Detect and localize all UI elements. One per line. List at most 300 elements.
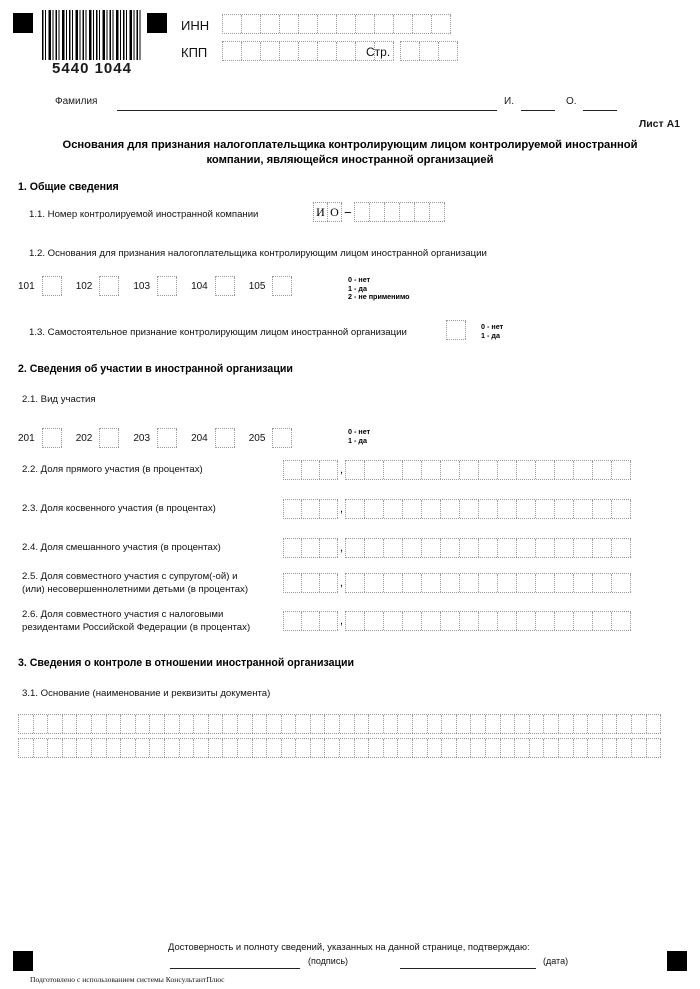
input-cell[interactable] (612, 539, 631, 557)
input-cell[interactable] (517, 612, 536, 630)
input-cell[interactable] (302, 500, 320, 518)
input-cell[interactable] (253, 739, 268, 757)
input-cell[interactable] (43, 429, 62, 447)
input-cell[interactable] (284, 574, 302, 592)
input-cell[interactable] (34, 739, 49, 757)
cell-group[interactable] (283, 611, 338, 631)
section-1-heading: 1. Общие сведения (18, 181, 119, 193)
input-cell[interactable] (346, 461, 365, 479)
field-2-3-input[interactable] (283, 499, 631, 519)
input-cell[interactable] (415, 203, 430, 221)
input-cell[interactable] (517, 461, 536, 479)
cell-group[interactable] (354, 202, 445, 222)
input-cell[interactable] (403, 539, 422, 557)
cell-group[interactable] (283, 499, 338, 519)
input-cell[interactable] (284, 539, 302, 557)
input-cell[interactable] (555, 500, 574, 518)
code-label-204: 204 (191, 432, 208, 444)
input-cell[interactable] (574, 539, 593, 557)
input-cell[interactable] (19, 715, 34, 733)
input-cell[interactable] (593, 461, 612, 479)
input-cell[interactable] (574, 715, 589, 733)
cell-group[interactable] (215, 276, 235, 296)
input-cell[interactable] (136, 739, 151, 757)
field-2-1-codes[interactable] (18, 428, 292, 448)
input-cell[interactable] (375, 15, 394, 33)
input-cell[interactable] (603, 715, 618, 733)
input-cell[interactable] (238, 739, 253, 757)
input-cell[interactable] (559, 739, 574, 757)
page-number-input[interactable] (400, 41, 458, 61)
input-cell[interactable] (574, 500, 593, 518)
input-cell[interactable] (320, 461, 338, 479)
input-cell[interactable] (536, 461, 555, 479)
input-cell[interactable] (593, 500, 612, 518)
input-cell[interactable] (413, 15, 432, 33)
input-cell[interactable] (394, 15, 413, 33)
input-cell[interactable] (430, 203, 445, 221)
form-title (46, 138, 654, 168)
cell-group[interactable] (345, 499, 631, 519)
input-cell[interactable] (365, 500, 384, 518)
input-cell[interactable] (515, 715, 530, 733)
input-cell[interactable] (632, 715, 647, 733)
input-cell[interactable] (612, 612, 631, 630)
cell-group[interactable] (283, 573, 338, 593)
input-cell[interactable] (536, 612, 555, 630)
input-cell[interactable] (420, 42, 439, 60)
input-cell[interactable] (365, 612, 384, 630)
input-cell[interactable] (63, 739, 78, 757)
input-cell[interactable] (48, 715, 63, 733)
input-cell[interactable] (574, 739, 589, 757)
input-cell[interactable] (180, 715, 195, 733)
field-1-2-codes[interactable] (18, 276, 292, 296)
input-cell[interactable] (180, 739, 195, 757)
input-cell[interactable] (403, 461, 422, 479)
input-cell[interactable] (100, 429, 119, 447)
field-2-1-label: 2.1. Вид участия (22, 394, 96, 405)
input-cell[interactable] (100, 277, 119, 295)
input-cell[interactable] (77, 739, 92, 757)
input-cell[interactable] (479, 574, 498, 592)
input-cell[interactable] (299, 15, 318, 33)
field-2-2-input[interactable] (283, 460, 631, 480)
input-cell[interactable] (422, 612, 441, 630)
input-cell[interactable] (471, 715, 486, 733)
inn-input[interactable] (222, 14, 451, 34)
input-cell[interactable] (223, 15, 242, 33)
input-cell[interactable] (320, 500, 338, 518)
input-cell[interactable] (441, 461, 460, 479)
kpp-label: КПП (181, 45, 208, 60)
input-cell[interactable] (501, 715, 516, 733)
input-cell[interactable] (384, 612, 403, 630)
field-2-4-input[interactable] (283, 538, 631, 558)
input-cell[interactable] (267, 715, 282, 733)
input-cell[interactable] (34, 715, 49, 733)
input-cell[interactable] (261, 15, 280, 33)
input-cell[interactable] (299, 42, 318, 60)
input-cell[interactable] (432, 15, 451, 33)
input-cell[interactable] (242, 15, 261, 33)
legend-line-0: 0 - нет (481, 322, 504, 331)
cell-group[interactable] (99, 428, 119, 448)
input-cell[interactable] (346, 612, 365, 630)
cell-group[interactable] (283, 460, 338, 480)
input-cell[interactable] (369, 739, 384, 757)
alignment-square-top-right (147, 13, 167, 33)
input-cell[interactable] (273, 277, 292, 295)
input-cell[interactable] (311, 739, 326, 757)
input-cell[interactable] (593, 574, 612, 592)
input-cell[interactable] (320, 539, 338, 557)
cell-group[interactable] (272, 428, 292, 448)
field-1-1-label: 1.1. Номер контролируемой иностранной компании (29, 209, 259, 220)
cell-group[interactable] (345, 611, 631, 631)
input-cell[interactable] (403, 500, 422, 518)
input-cell[interactable] (441, 500, 460, 518)
input-cell[interactable] (498, 612, 517, 630)
field-2-5-input[interactable] (283, 573, 631, 593)
input-cell[interactable] (282, 739, 297, 757)
input-cell[interactable] (544, 715, 559, 733)
input-cell[interactable] (346, 500, 365, 518)
input-cell[interactable]: О (328, 203, 342, 221)
input-cell[interactable] (150, 739, 165, 757)
input-cell[interactable] (428, 715, 443, 733)
decimal-separator: , (340, 577, 344, 589)
input-cell[interactable] (282, 715, 297, 733)
input-cell[interactable] (346, 539, 365, 557)
input-cell[interactable] (43, 277, 62, 295)
input-cell[interactable] (384, 715, 399, 733)
input-cell[interactable] (325, 715, 340, 733)
input-cell[interactable] (384, 739, 399, 757)
input-cell[interactable] (479, 539, 498, 557)
cell-group[interactable] (446, 320, 466, 340)
field-3-1-label: 3.1. Основание (наименование и реквизиты документа) (22, 688, 271, 699)
input-cell[interactable] (498, 500, 517, 518)
input-cell[interactable] (593, 539, 612, 557)
input-cell[interactable] (588, 715, 603, 733)
label-line-1: 2.4. Доля смешанного участия (в процентах) (22, 542, 221, 553)
input-cell[interactable] (370, 203, 385, 221)
input-cell[interactable] (337, 15, 356, 33)
input-cell[interactable] (302, 574, 320, 592)
input-cell[interactable] (398, 715, 413, 733)
field-2-2-label (22, 463, 203, 476)
input-cell[interactable] (384, 539, 403, 557)
input-cell[interactable] (441, 539, 460, 557)
code-label-102: 102 (75, 280, 93, 292)
input-cell[interactable] (302, 539, 320, 557)
input-cell[interactable] (19, 739, 34, 757)
field-2-1-legend (348, 428, 370, 445)
input-cell[interactable] (612, 461, 631, 479)
input-cell[interactable] (498, 461, 517, 479)
input-cell[interactable] (574, 612, 593, 630)
cell-group[interactable] (272, 276, 292, 296)
input-cell[interactable] (355, 203, 370, 221)
barcode-digits: 5440 1044 (52, 60, 132, 77)
input-cell[interactable] (302, 612, 320, 630)
date-caption: (дата) (543, 956, 569, 966)
input-cell[interactable] (501, 739, 516, 757)
input-cell[interactable] (253, 715, 268, 733)
input-cell[interactable] (296, 715, 311, 733)
input-cell[interactable] (486, 715, 501, 733)
input-cell[interactable] (517, 500, 536, 518)
input-cell[interactable] (588, 739, 603, 757)
barcode (42, 10, 142, 78)
cell-group[interactable] (283, 538, 338, 558)
input-cell[interactable] (355, 715, 370, 733)
input-cell[interactable] (165, 739, 180, 757)
input-cell[interactable] (121, 715, 136, 733)
cell-group[interactable] (215, 428, 235, 448)
input-cell[interactable] (261, 42, 280, 60)
input-cell[interactable] (536, 574, 555, 592)
input-cell[interactable] (555, 612, 574, 630)
label-line-1: 2.2. Доля прямого участия (в процентах) (22, 464, 203, 475)
input-cell[interactable] (479, 612, 498, 630)
signature-caption: (подпись) (308, 956, 349, 966)
input-cell[interactable] (536, 539, 555, 557)
input-cell[interactable] (460, 500, 479, 518)
input-cell[interactable] (280, 42, 299, 60)
input-cell[interactable] (400, 203, 415, 221)
field-3-1-row[interactable] (18, 714, 661, 734)
cell-group[interactable] (313, 202, 342, 222)
input-cell[interactable] (617, 739, 632, 757)
input-cell[interactable] (223, 739, 238, 757)
input-cell[interactable] (441, 612, 460, 630)
input-cell[interactable] (398, 739, 413, 757)
input-cell[interactable] (530, 739, 545, 757)
input-cell[interactable] (479, 461, 498, 479)
input-cell[interactable] (457, 739, 472, 757)
label-line-1: 2.3. Доля косвенного участия (в процентах) (22, 503, 216, 514)
input-cell[interactable] (428, 739, 443, 757)
input-cell[interactable] (311, 715, 326, 733)
input-cell[interactable] (337, 42, 356, 60)
input-cell[interactable] (498, 574, 517, 592)
input-cell[interactable] (284, 461, 302, 479)
input-cell[interactable] (346, 574, 365, 592)
input-cell[interactable] (121, 739, 136, 757)
alignment-square-bottom-left (13, 951, 33, 971)
cell-group[interactable] (157, 276, 177, 296)
input-cell[interactable] (460, 461, 479, 479)
input-cell[interactable] (325, 739, 340, 757)
input-cell[interactable] (158, 277, 177, 295)
date-input-line[interactable] (400, 968, 536, 969)
signature-input-line[interactable] (170, 968, 300, 969)
input-cell[interactable] (517, 574, 536, 592)
input-cell[interactable] (471, 739, 486, 757)
input-cell[interactable] (280, 15, 299, 33)
alignment-square-top-left (13, 13, 33, 33)
input-cell[interactable] (441, 574, 460, 592)
input-cell[interactable] (617, 715, 632, 733)
cell-group[interactable] (157, 428, 177, 448)
input-cell[interactable] (384, 461, 403, 479)
input-cell[interactable] (223, 715, 238, 733)
initial-middle-input-line[interactable] (583, 110, 617, 111)
input-cell[interactable] (296, 739, 311, 757)
cell-group[interactable] (222, 14, 451, 34)
input-cell[interactable] (612, 500, 631, 518)
input-cell[interactable] (318, 42, 337, 60)
input-cell[interactable] (355, 739, 370, 757)
input-cell[interactable] (216, 277, 235, 295)
input-cell[interactable] (544, 739, 559, 757)
cell-group[interactable] (345, 573, 631, 593)
input-cell[interactable] (284, 500, 302, 518)
field-1-3-legend (481, 323, 503, 340)
input-cell[interactable] (242, 42, 261, 60)
input-cell[interactable] (209, 715, 224, 733)
decimal-separator: , (340, 503, 344, 515)
input-cell[interactable] (457, 715, 472, 733)
input-cell[interactable] (555, 461, 574, 479)
input-cell[interactable] (356, 15, 375, 33)
field-1-2-legend (348, 276, 410, 302)
input-cell[interactable] (498, 539, 517, 557)
field-1-3-input[interactable] (446, 320, 466, 340)
input-cell[interactable] (267, 739, 282, 757)
input-cell[interactable] (403, 574, 422, 592)
input-cell[interactable] (515, 739, 530, 757)
input-cell[interactable] (340, 715, 355, 733)
input-cell[interactable] (369, 715, 384, 733)
input-cell[interactable] (365, 461, 384, 479)
input-cell[interactable] (422, 539, 441, 557)
input-cell[interactable] (479, 500, 498, 518)
input-cell[interactable] (559, 715, 574, 733)
input-cell[interactable] (320, 612, 338, 630)
cell-group[interactable] (345, 538, 631, 558)
input-cell[interactable] (63, 715, 78, 733)
input-cell[interactable] (442, 739, 457, 757)
input-cell[interactable] (384, 500, 403, 518)
cell-group[interactable] (42, 428, 62, 448)
initial-first-label: И. (504, 96, 514, 107)
input-cell[interactable] (273, 429, 292, 447)
cell-group[interactable] (99, 276, 119, 296)
input-cell[interactable] (555, 574, 574, 592)
input-cell[interactable] (574, 461, 593, 479)
input-cell[interactable] (107, 715, 122, 733)
input-cell[interactable]: И (314, 203, 328, 221)
surname-input-line[interactable] (117, 110, 497, 111)
code-label-105: 105 (248, 280, 266, 292)
surname-label: Фамилия (55, 96, 98, 107)
input-cell[interactable] (77, 715, 92, 733)
cell-group[interactable] (345, 460, 631, 480)
legend-line-1: 1 - да (348, 283, 367, 293)
field-1-1-input[interactable] (313, 202, 445, 222)
initial-first-input-line[interactable] (521, 110, 555, 111)
input-cell[interactable] (403, 612, 422, 630)
field-3-1-input[interactable] (18, 714, 661, 762)
section-3-heading: 3. Сведения о контроле в отношении иностранной организации (18, 657, 355, 669)
code-label-203: 203 (133, 432, 151, 444)
input-cell[interactable] (593, 612, 612, 630)
input-cell[interactable] (401, 42, 420, 60)
input-cell[interactable] (603, 739, 618, 757)
input-cell[interactable] (460, 539, 479, 557)
input-cell[interactable] (302, 461, 320, 479)
input-cell[interactable] (422, 574, 441, 592)
input-cell[interactable] (555, 539, 574, 557)
input-cell[interactable] (413, 715, 428, 733)
input-cell[interactable] (422, 461, 441, 479)
input-cell[interactable] (647, 739, 662, 757)
cell-group[interactable] (42, 276, 62, 296)
input-cell[interactable] (442, 715, 457, 733)
input-cell[interactable] (439, 42, 458, 60)
input-cell[interactable] (340, 739, 355, 757)
input-cell[interactable] (447, 321, 466, 339)
field-1-3-label: 1.3. Самостоятельное признание контролирующим лицом иностранной организации (29, 327, 407, 338)
input-cell[interactable] (107, 739, 122, 757)
input-cell[interactable] (194, 739, 209, 757)
input-cell[interactable] (194, 715, 209, 733)
input-cell[interactable] (632, 739, 647, 757)
input-cell[interactable] (165, 715, 180, 733)
input-cell[interactable] (136, 715, 151, 733)
input-cell[interactable] (216, 429, 235, 447)
input-cell[interactable] (384, 574, 403, 592)
input-cell[interactable] (536, 500, 555, 518)
input-cell[interactable] (158, 429, 177, 447)
field-3-1-row[interactable] (18, 738, 661, 758)
decimal-separator: , (340, 615, 344, 627)
input-cell[interactable] (385, 203, 400, 221)
input-cell[interactable] (365, 574, 384, 592)
input-cell[interactable] (486, 739, 501, 757)
cell-group[interactable] (400, 41, 458, 61)
input-cell[interactable] (284, 612, 302, 630)
input-cell[interactable] (647, 715, 662, 733)
input-cell[interactable] (92, 739, 107, 757)
input-cell[interactable] (413, 739, 428, 757)
field-2-6-input[interactable] (283, 611, 631, 631)
input-cell[interactable] (612, 574, 631, 592)
input-cell[interactable] (460, 612, 479, 630)
input-cell[interactable] (48, 739, 63, 757)
field-2-5-label (22, 570, 248, 596)
input-cell[interactable] (318, 15, 337, 33)
input-cell[interactable] (530, 715, 545, 733)
input-cell[interactable] (365, 539, 384, 557)
input-cell[interactable] (460, 574, 479, 592)
input-cell[interactable] (238, 715, 253, 733)
input-cell[interactable] (92, 715, 107, 733)
input-cell[interactable] (517, 539, 536, 557)
initial-middle-label: О. (566, 96, 577, 107)
decimal-separator: , (340, 464, 344, 476)
input-cell[interactable] (209, 739, 224, 757)
input-cell[interactable] (574, 574, 593, 592)
alignment-square-bottom-right (667, 951, 687, 971)
input-cell[interactable] (422, 500, 441, 518)
input-cell[interactable] (320, 574, 338, 592)
input-cell[interactable] (223, 42, 242, 60)
input-cell[interactable] (150, 715, 165, 733)
